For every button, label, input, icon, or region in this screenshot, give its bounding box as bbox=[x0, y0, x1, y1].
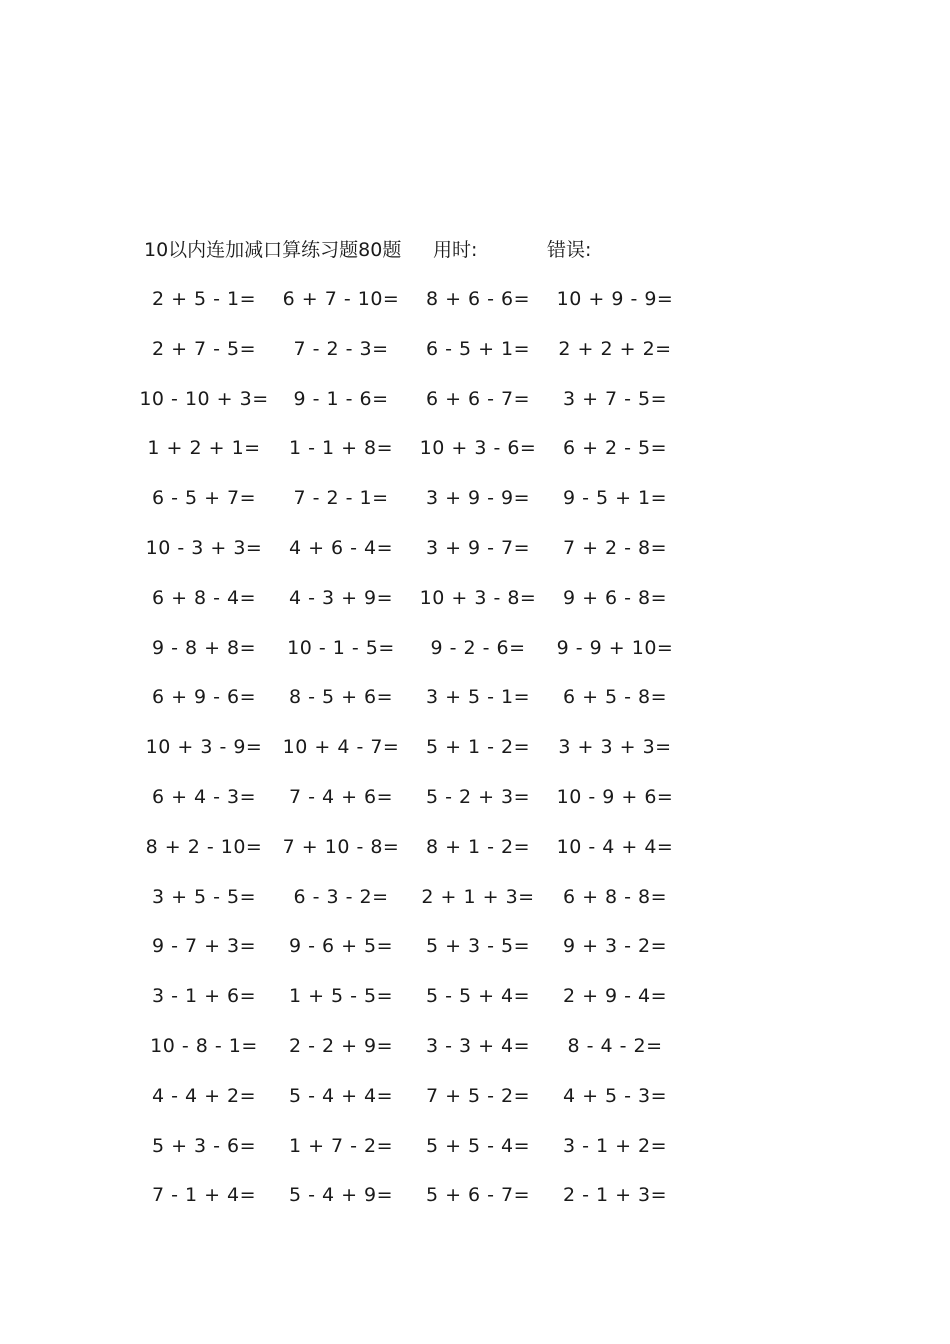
problem-item: 10 + 3 - 9= bbox=[145, 736, 263, 759]
problem-item: 5 - 5 + 4= bbox=[425, 985, 531, 1008]
problem-item: 10 - 10 + 3= bbox=[139, 387, 269, 410]
problem-item: 9 - 2 - 6= bbox=[430, 636, 526, 659]
problem-item: 2 - 2 + 9= bbox=[288, 1034, 394, 1057]
problem-item: 10 + 4 - 7= bbox=[282, 736, 400, 759]
problem-item: 5 + 3 - 5= bbox=[425, 935, 531, 958]
problem-item: 2 + 7 - 5= bbox=[151, 337, 257, 360]
problem-item: 6 + 9 - 6= bbox=[151, 686, 257, 709]
problem-item: 6 + 8 - 4= bbox=[151, 586, 257, 609]
problem-item: 5 + 3 - 6= bbox=[151, 1134, 257, 1157]
problem-item: 7 + 10 - 8= bbox=[282, 835, 400, 858]
errors-label: 错误: bbox=[547, 239, 592, 261]
problem-item: 2 + 9 - 4= bbox=[562, 985, 668, 1008]
problem-item: 5 - 4 + 4= bbox=[288, 1084, 394, 1107]
problem-item: 7 - 1 + 4= bbox=[151, 1184, 257, 1207]
problem-item: 6 + 8 - 8= bbox=[562, 885, 668, 908]
problem-item: 6 - 5 + 1= bbox=[425, 337, 531, 360]
problem-item: 7 + 2 - 8= bbox=[562, 536, 668, 559]
problem-item: 3 + 7 - 5= bbox=[562, 387, 668, 410]
problem-row bbox=[0, 832, 950, 882]
problem-item: 2 + 5 - 1= bbox=[151, 288, 257, 310]
time-label: 用时: bbox=[433, 239, 478, 261]
problem-item: 6 + 7 - 10= bbox=[282, 288, 400, 310]
problem-item: 1 + 7 - 2= bbox=[288, 1134, 394, 1157]
problem-item: 6 - 5 + 7= bbox=[151, 487, 257, 510]
problem-item: 3 + 3 + 3= bbox=[558, 736, 672, 759]
problem-item: 6 + 2 - 5= bbox=[562, 437, 668, 460]
problem-item: 10 - 8 - 1= bbox=[150, 1034, 258, 1057]
problem-item: 9 - 6 + 5= bbox=[288, 935, 394, 958]
problem-item: 9 - 8 + 8= bbox=[151, 636, 257, 659]
problem-item: 3 - 1 + 2= bbox=[562, 1134, 668, 1157]
problem-item: 5 + 6 - 7= bbox=[425, 1184, 531, 1207]
problem-item: 10 - 9 + 6= bbox=[556, 785, 674, 808]
problem-row bbox=[0, 1031, 950, 1081]
problem-item: 1 + 2 + 1= bbox=[147, 437, 261, 460]
problem-item: 9 - 1 - 6= bbox=[293, 387, 389, 410]
problem-row bbox=[0, 682, 950, 732]
problem-row bbox=[0, 1131, 950, 1181]
problem-item: 4 - 4 + 2= bbox=[151, 1084, 257, 1107]
problem-row bbox=[0, 583, 950, 633]
problem-item: 3 + 5 - 5= bbox=[151, 885, 257, 908]
problem-item: 8 + 2 - 10= bbox=[145, 835, 263, 858]
problem-row bbox=[0, 284, 950, 334]
problem-item: 10 + 9 - 9= bbox=[556, 288, 674, 310]
problem-row bbox=[0, 384, 950, 434]
problem-row bbox=[0, 882, 950, 932]
worksheet-header bbox=[144, 236, 764, 264]
problem-item: 3 - 1 + 6= bbox=[151, 985, 257, 1008]
problem-item: 9 + 6 - 8= bbox=[562, 586, 668, 609]
problem-item: 7 - 4 + 6= bbox=[288, 785, 394, 808]
problem-item: 9 - 7 + 3= bbox=[151, 935, 257, 958]
problem-row bbox=[0, 1081, 950, 1131]
problem-row bbox=[0, 483, 950, 533]
problem-row bbox=[0, 981, 950, 1031]
problem-item: 9 - 9 + 10= bbox=[556, 636, 674, 659]
problem-item: 10 + 3 - 8= bbox=[419, 586, 537, 609]
problem-item: 3 + 5 - 1= bbox=[425, 686, 531, 709]
problem-item: 1 - 1 + 8= bbox=[288, 437, 394, 460]
problem-item: 3 - 3 + 4= bbox=[425, 1034, 531, 1057]
problem-item: 4 - 3 + 9= bbox=[288, 586, 394, 609]
problem-item: 6 + 6 - 7= bbox=[425, 387, 531, 410]
problem-item: 6 + 5 - 8= bbox=[562, 686, 668, 709]
problem-row bbox=[0, 533, 950, 583]
problem-row bbox=[0, 334, 950, 384]
problem-row bbox=[0, 633, 950, 683]
problem-item: 6 - 3 - 2= bbox=[293, 885, 389, 908]
problem-item: 8 - 4 - 2= bbox=[567, 1034, 663, 1057]
problem-item: 2 + 2 + 2= bbox=[558, 337, 672, 360]
problem-item: 5 - 2 + 3= bbox=[425, 785, 531, 808]
problem-item: 8 + 6 - 6= bbox=[425, 288, 531, 310]
problem-item: 2 - 1 + 3= bbox=[562, 1184, 668, 1207]
problem-item: 3 + 9 - 7= bbox=[425, 536, 531, 559]
problem-row bbox=[0, 1180, 950, 1230]
problem-item: 4 + 6 - 4= bbox=[288, 536, 394, 559]
problem-item: 6 + 4 - 3= bbox=[151, 785, 257, 808]
problem-item: 7 - 2 - 1= bbox=[293, 487, 389, 510]
problem-item: 9 + 3 - 2= bbox=[562, 935, 668, 958]
problem-item: 7 + 5 - 2= bbox=[425, 1084, 531, 1107]
problem-item: 5 - 4 + 9= bbox=[288, 1184, 394, 1207]
problem-item: 10 + 3 - 6= bbox=[419, 437, 537, 460]
problem-item: 4 + 5 - 3= bbox=[562, 1084, 668, 1107]
problem-item: 5 + 1 - 2= bbox=[425, 736, 531, 759]
problem-row bbox=[0, 782, 950, 832]
problem-item: 5 + 5 - 4= bbox=[425, 1134, 531, 1157]
worksheet-title: 10以内连加减口算练习题80题 bbox=[144, 239, 402, 261]
problem-item: 7 - 2 - 3= bbox=[293, 337, 389, 360]
problem-item: 2 + 1 + 3= bbox=[421, 885, 535, 908]
problem-row bbox=[0, 732, 950, 782]
problem-row bbox=[0, 433, 950, 483]
problem-grid bbox=[0, 284, 950, 1230]
problem-item: 8 + 1 - 2= bbox=[425, 835, 531, 858]
problem-item: 8 - 5 + 6= bbox=[288, 686, 394, 709]
problem-item: 1 + 5 - 5= bbox=[288, 985, 394, 1008]
problem-item: 3 + 9 - 9= bbox=[425, 487, 531, 510]
problem-item: 10 - 1 - 5= bbox=[287, 636, 395, 659]
problem-item: 9 - 5 + 1= bbox=[562, 487, 668, 510]
problem-item: 10 - 3 + 3= bbox=[145, 536, 263, 559]
problem-item: 10 - 4 + 4= bbox=[556, 835, 674, 858]
problem-row bbox=[0, 931, 950, 981]
